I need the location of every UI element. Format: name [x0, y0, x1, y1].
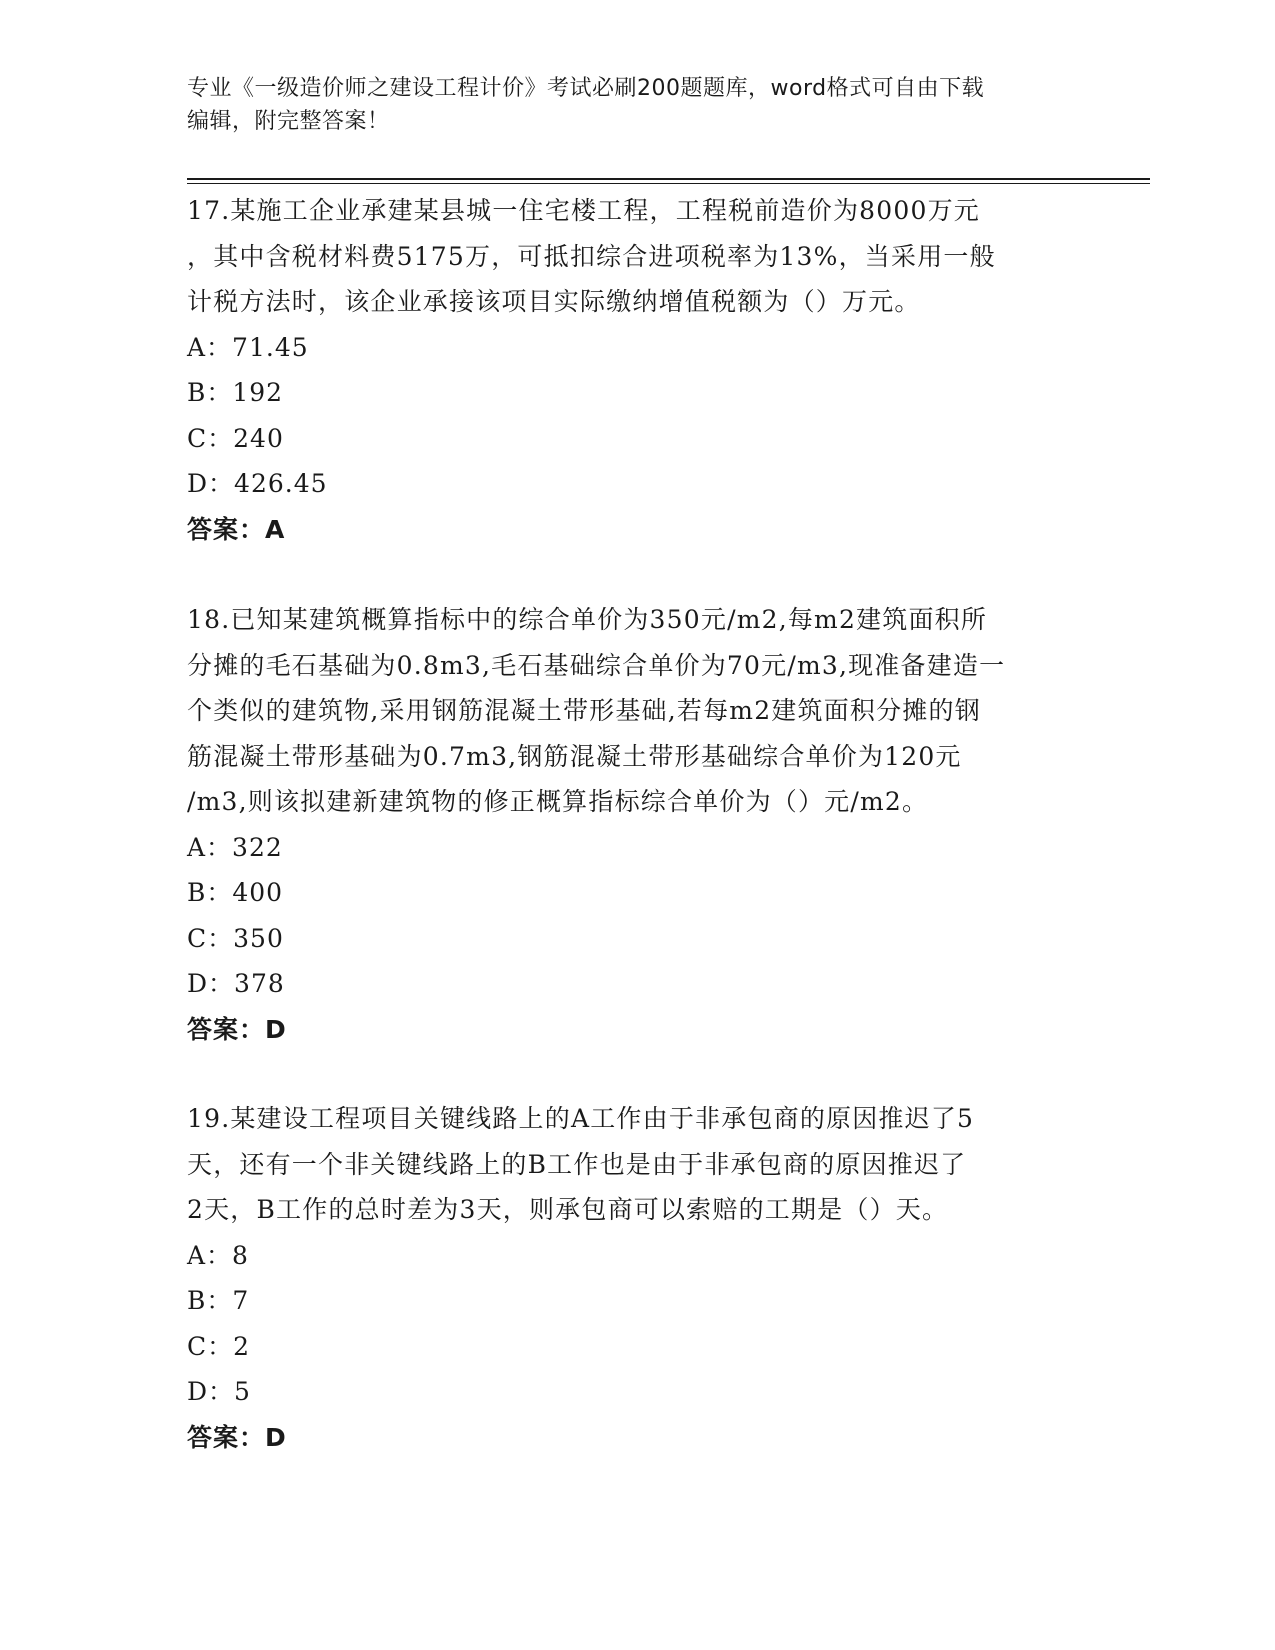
header-line: 专业《一级造价师之建设工程计价》考试必刷200题题库，word格式可自由下载: [187, 76, 985, 101]
question-stem-line: 19.某建设工程项目关键线路上的A工作由于非承包商的原因推迟了5: [187, 1104, 975, 1133]
option-b: B：400: [187, 878, 284, 907]
question-stem-line: 18.已知某建筑概算指标中的综合单价为350元/m2,每m2建筑面积所: [187, 605, 988, 634]
question-stem-line: /m3,则该拟建新建筑物的修正概算指标综合单价为（）元/m2。: [187, 787, 929, 816]
option-d: D：378: [187, 969, 285, 998]
option-c: C：2: [187, 1331, 251, 1361]
question-block: [187, 597, 1087, 1052]
option-d: D：426.45: [187, 469, 328, 498]
option-b: B：7: [187, 1286, 250, 1315]
question-stem-line: 计税方法时，该企业承接该项目实际缴纳增值税额为（）万元。: [187, 287, 921, 316]
option-a: A：8: [187, 1240, 249, 1270]
option-a: A：322: [187, 832, 283, 862]
question-stem-line: 筋混凝土带形基础为0.7m3,钢筋混凝土带形基础综合单价为120元: [187, 741, 962, 771]
question-stem-line: 个类似的建筑物,采用钢筋混凝土带形基础,若每m2建筑面积分摊的钢: [187, 696, 981, 725]
document-header: [187, 72, 1087, 138]
option-a: A：71.45: [187, 332, 309, 362]
answer-line: 答案：D: [187, 1014, 287, 1044]
answer-line: 答案：A: [187, 514, 286, 544]
question-stem-line: 天，还有一个非关键线路上的B工作也是由于非承包商的原因推迟了: [187, 1149, 967, 1179]
option-b: B：192: [187, 378, 284, 407]
question-stem-line: 分摊的毛石基础为0.8m3,毛石基础综合单价为70元/m3,现准备建造一: [187, 650, 1006, 680]
answer-line: 答案：D: [187, 1422, 287, 1452]
question-block: [187, 1096, 1087, 1460]
header-line: 编辑，附完整答案！: [187, 109, 390, 134]
option-c: C：350: [187, 923, 284, 953]
question-stem-line: ，其中含税材料费5175万，可抵扣综合进项税率为13%，当采用一般: [187, 241, 996, 271]
header-divider-thin: [187, 183, 1150, 184]
question-block: [187, 188, 1087, 552]
header-divider-thick: [187, 178, 1150, 180]
question-stem-line: 2天，B工作的总时差为3天，则承包商可以索赔的工期是（）天。: [187, 1195, 949, 1224]
option-c: C：240: [187, 423, 284, 453]
option-d: D：5: [187, 1377, 251, 1406]
question-stem-line: 17.某施工企业承建某县城一住宅楼工程，工程税前造价为8000万元: [187, 196, 980, 225]
